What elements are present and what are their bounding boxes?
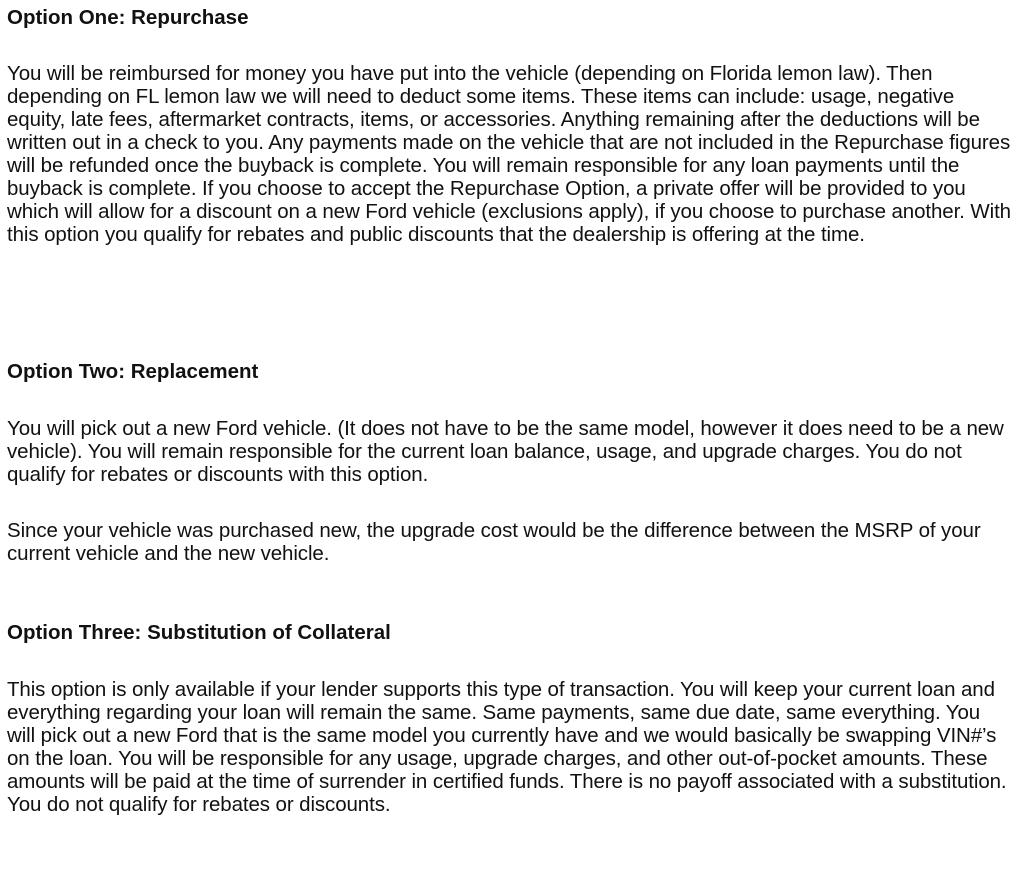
section-paragraph-repurchase: You will be reimbursed for money you have put into the vehicle (depending on Florida lemon law). Then depending on FL lemon law we will need to deduct some items. These items can include: usage, negative equity, late fees, aftermarket contracts, items, or accessories. Anything remaining after the deductions will be written out in a check to you. Any payments made on the vehicle that are not included in the Repurchase figures will be refunded once the buyback is complete. You will remain responsible for any loan payments until the buyback is complete. If you choose to accept the Repurchase Option, a private offer will be provided to you which will allow for a discount on a new Ford vehicle (exclusions apply), if you choose to purchase another. With this option you qualify for rebates and public discounts that the dealership is offering at the time. bbox=[7, 62, 1011, 246]
section-heading-substitution: Option Three: Substitution of Collateral bbox=[7, 621, 391, 644]
section-heading-replacement: Option Two: Replacement bbox=[7, 360, 259, 383]
section-paragraph-substitution: This option is only available if your lender supports this type of transaction. You will keep your current loan and everything regarding your loan will remain the same. Same payments, same due date, same everything. You will pick out a new Ford that is the same model you currently have and we would basically be swapping VIN#’s on the loan. You will be responsible for any usage, upgrade charges, and other out-of-pocket amounts. These amounts will be paid at the time of surrender in certified funds. There is no payoff associated with a substitution. You do not qualify for rebates or discounts. bbox=[7, 678, 1007, 816]
section-paragraph-upgrade-cost: Since your vehicle was purchased new, the upgrade cost would be the difference between the MSRP of your current vehicle and the new vehicle. bbox=[7, 519, 981, 565]
section-paragraph-replacement: You will pick out a new Ford vehicle. (It does not have to be the same model, however it does need to be a new vehicle). You will remain responsible for the current loan balance, usage, and upgrade charges. You do not qualify for rebates or discounts with this option. bbox=[7, 417, 1004, 486]
section-heading-repurchase: Option One: Repurchase bbox=[7, 6, 249, 29]
